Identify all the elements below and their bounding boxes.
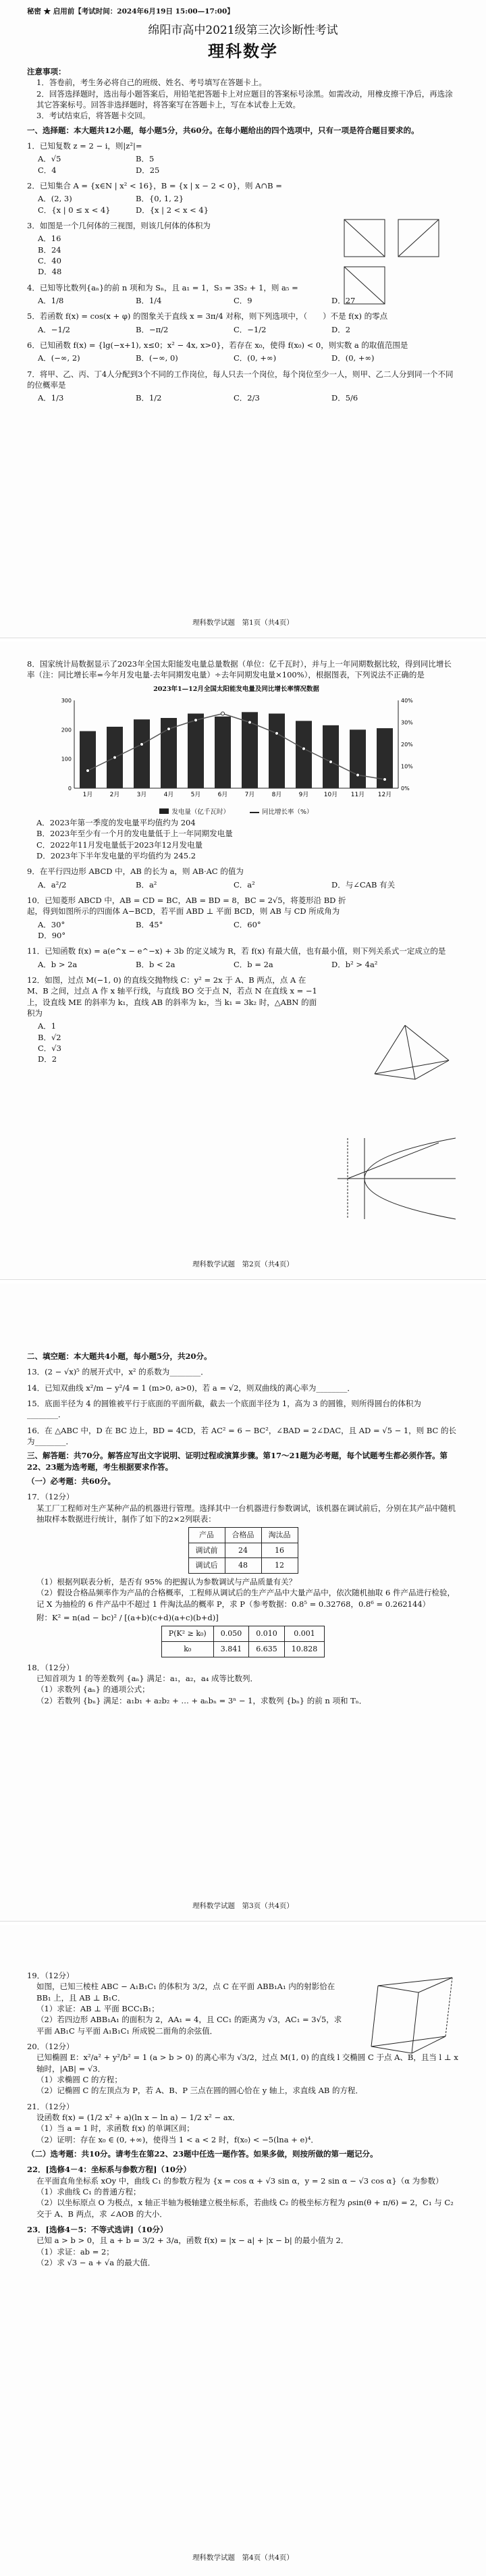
question-20-heading: 20．（12分） [27, 2041, 74, 2051]
q3-option-c: C．40 [38, 256, 61, 266]
question-17: 某工厂工程师对生产某种产品的机器进行管理。选择其中一台机器进行参数调试，该机器在调试前后，分别在其产品中随机抽取样本数据进行统计，制作了如下的2×2列联表： [36, 1503, 456, 1524]
t1-h2: 淘汰品 [261, 1528, 298, 1543]
question-21: 设函数 f(x) = (1/2 x² + a)(ln x − ln a) − 1/2 x² − ax． [36, 2112, 240, 2122]
q5-option-d: D．2 [331, 324, 351, 334]
t1-r1c2: 12 [261, 1558, 298, 1574]
q9-option-c: C．a² [234, 879, 255, 890]
growth-point-10 [329, 761, 333, 764]
question-20: 已知椭圆 E：x²/a² + y²/b² = 1 (a > b > 0) 的离心率为 √3/2，过点 M(1, 0) 的直线 l 交椭圆 C 于点 A、B，且当 l ⊥ x 轴时，|AB| = √3． [36, 2053, 458, 2073]
q9-option-a: A．a²/2 [38, 879, 67, 890]
q6-option-c: C．(0, +∞) [234, 353, 277, 363]
x-tick-label-2: 2月 [109, 792, 120, 799]
q10-option-b: B．45° [136, 919, 163, 929]
q17-part-2: （2）假设合格品频率作为产品的合格概率，工程师从调试后的生产产品中大量产品中，依次随机抽取 6 件产品进行检验，记 X 为抽检的 6 件产品中不超过 1 件淘汰品的概率 P，求 P（参考数据：0.8⁵ = 0.32768，0.8⁶ = 0.262144） [36, 1588, 455, 1609]
x-tick-label-9: 9月 [298, 792, 309, 799]
bar-6 [215, 717, 231, 788]
growth-point-1 [86, 769, 90, 773]
question-23-heading: 23．[选修4－5：不等式选讲]（10分） [27, 2224, 168, 2234]
question-5: 5．若函数 f(x) = cos(x + φ) 的图象关于直线 x = 3π/4 对称，则下列选项中，（ ）不是 f(x) 的零点 [27, 311, 388, 321]
q19-part-2: （2）若四边形 ABB₁A₁ 的面积为 2，AA₁ = 4，且 CC₁ 的距离为 √3，AC₁ = 3√5，求平面 AB₁C 与平面 A₁B₁C₁ 所成锐二面角的余弦值． [36, 2015, 342, 2036]
x-tick-label-3: 3月 [136, 792, 147, 799]
exam-subject-title: 理科数学 [208, 41, 278, 61]
q3-option-b: B．24 [38, 244, 61, 255]
q9-option-d: D．与∠CAB 有关 [331, 879, 396, 890]
prism-figure [358, 1972, 459, 2060]
t2-h2: 0.010 [249, 1626, 285, 1642]
notice-3: 3．考试结束后，将答题卡交回。 [36, 111, 151, 121]
q2-option-d: D．{x | 2 < x < 4} [136, 205, 209, 215]
q23-part-2: （2）求 √3 − a + √a 的最大值． [36, 2257, 156, 2267]
question-21-heading: 21．（12分） [27, 2101, 74, 2111]
y2-tick-0: 0% [401, 785, 410, 792]
bar-line-chart [47, 694, 425, 805]
q5-option-b: B．−π/2 [136, 324, 169, 334]
three-view-figure [338, 213, 452, 314]
q11-option-d: D．b² > 4a² [331, 959, 378, 969]
growth-point-6 [221, 712, 225, 715]
q4-option-d: D．27 [331, 296, 356, 306]
q7-option-a: A．1/3 [38, 393, 64, 403]
t2-r0: k₀ [161, 1642, 213, 1657]
bar-3 [134, 719, 150, 788]
growth-point-4 [167, 727, 171, 731]
y-tick-200: 200 [61, 727, 72, 733]
question-13: 13．(2 − √x)⁵ 的展开式中，x² 的系数为________． [27, 1367, 209, 1377]
q23-part-1: （1）求证：ab = 2； [36, 2246, 114, 2257]
question-22: 在平面直角坐标系 xOy 中，曲线 C₁ 的参数方程为 {x = cos α + √3 sin α，y = 2 sin α − √3 cos α}（α 为参数） [36, 2175, 443, 2186]
q7-option-d: D．5/6 [331, 393, 358, 403]
chart-title: 2023年1—12月全国太阳能发电量及同比增长率情况数据 [153, 685, 319, 693]
t2-r3: 10.828 [284, 1642, 325, 1657]
q12-option-c: C．√3 [38, 1043, 61, 1053]
q8-option-b: B．2023年至少有一个月的发电量低于上一年同期发电量 [36, 829, 233, 839]
q3-option-a: A．16 [38, 234, 61, 244]
question-23: 已知 a > b > 0，且 a + b = 3/2 + 3/a，函数 f(x) = |x − a| + |x − b| 的最小值为 2． [36, 2236, 349, 2246]
question-8: 8．国家统计局数据显示了2023年全国太阳能发电量总量数据（单位：亿千瓦时），并与上一年同期数据比较，得到同比增长率（注：同比增长率=今年月发电量-去年同期发电量）÷去年同期发电量×100%），根据图表，下列说法不正确的是 [27, 659, 452, 680]
q4-option-a: A．1/8 [38, 296, 64, 306]
question-19-heading: 19．（12分） [27, 1971, 74, 1980]
q9-option-b: B．a² [136, 879, 157, 890]
q1-option-d: D．25 [136, 165, 160, 175]
q3-option-d: D．48 [38, 267, 62, 277]
bar-1 [80, 731, 96, 789]
q8-option-c: C．2022年11月发电量低于2023年12月发电量 [36, 840, 203, 850]
q11-option-b: B．b < 2a [136, 959, 176, 969]
x-tick-label-4: 4月 [163, 792, 174, 799]
q6-option-d: D．(0, +∞) [331, 353, 375, 363]
growth-point-7 [248, 721, 252, 724]
y2-tick-10: 10% [401, 763, 413, 770]
question-6: 6．已知函数 f(x) = {lg(−x+1), x≤0；x² − 4x, x>0}，若存在 x₀，使得 f(x₀) < 0，则实数 a 的取值范围是 [27, 340, 408, 350]
q6-option-b: B．(−∞, 0) [136, 353, 178, 363]
question-19: 如图，已知三棱柱 ABC − A₁B₁C₁ 的体积为 3/2，点 C 在平面 ABB₁A₁ 内的射影恰在 BB₁ 上，且 AB ⊥ B₁C． [36, 1982, 335, 2003]
question-4: 4．已知等比数列{aₙ}的前 n 项和为 Sₙ，且 a₁ = 1，S₃ = 3S₂ + 1，则 a₅ = [27, 282, 298, 292]
y2-tick-30: 30% [401, 719, 413, 726]
page-1 [0, 0, 486, 638]
question-15: 15．底面半径为 4 的圆锥被平行于底面的平面所截，截去一个底面半径为 1，高为 3 的圆锥，则所得圆台的体积为________． [27, 1398, 421, 1420]
question-14: 14．已知双曲线 x²/m − y²/4 = 1 (m>0, a>0)，若 a = √2，则双曲线的离心率为________． [27, 1383, 355, 1393]
q22-part-1: （1）求曲线 C₁ 的普通方程； [36, 2186, 141, 2196]
section-1-title: 一、选择题：本大题共12小题，每小题5分，共60分。在每小题给出的四个选项中，只有一项是符合题目要求的。 [27, 125, 419, 135]
bar-8 [269, 714, 285, 789]
bar-11 [350, 729, 366, 788]
t1-r1c0: 调试后 [188, 1558, 225, 1574]
growth-point-3 [140, 743, 144, 746]
growth-line [88, 714, 385, 780]
t2-h0: P(K² ≥ k₀) [161, 1626, 213, 1642]
t1-h1: 合格品 [225, 1528, 261, 1543]
parabola-figure [338, 1135, 459, 1222]
q10-option-d: D．90° [38, 930, 66, 940]
critical-value-table [161, 1626, 325, 1657]
q7-option-b: B．1/2 [136, 393, 162, 403]
question-18-heading: 18．（12分） [27, 1662, 74, 1672]
chart-container [47, 685, 425, 817]
y2-tick-20: 20% [401, 742, 413, 748]
t1-h0: 产品 [188, 1528, 225, 1543]
q2-option-c: C．{x | 0 ≤ x < 4} [38, 205, 111, 215]
y2-tick-40: 40% [401, 698, 413, 704]
question-17-heading: 17．（12分） [27, 1492, 74, 1502]
q4-option-c: C．9 [234, 296, 252, 306]
x-tick-label-6: 6月 [217, 792, 228, 799]
t1-r0c2: 16 [261, 1543, 298, 1558]
question-2: 2．已知集合 A = {x∈N | x² < 16}，B = {x | x − 2 < 0}，则 A∩B = [27, 181, 282, 191]
t2-r2: 6.635 [249, 1642, 285, 1657]
legend-bars [159, 808, 230, 817]
page-2 [0, 642, 486, 1280]
q6-option-a: A．(−∞, 2) [38, 353, 80, 363]
q20-part-2: （2）记椭圆 C 的左顶点为 P，若 A、B、P 三点在圆的圆心恰在 y 轴上，求直线 AB 的方程． [36, 2086, 363, 2096]
q8-option-d: D．2023年下半年发电量的平均值约为 245.2 [36, 850, 196, 860]
notice-2: 2．回答选择题时，选出每小题答案后，用铅笔把答题卡上对应题目的答案标号涂黑。如需改动，用橡皮擦干净后，再选涂其它答案标号。回答非选择题时，将答案写在答题卡上，写在本试卷上无效。 [36, 88, 453, 110]
x-tick-label-11: 11月 [350, 792, 365, 799]
bar-5 [188, 714, 204, 789]
tetrahedron-figure [368, 1020, 456, 1084]
growth-point-11 [356, 773, 360, 777]
y-tick-0: 0 [68, 785, 72, 792]
t2-h3: 0.001 [284, 1626, 325, 1642]
q10-option-c: C．60° [234, 919, 261, 929]
growth-point-5 [194, 719, 198, 722]
y-tick-100: 100 [61, 756, 72, 763]
legend-bars-label: 发电量（亿千瓦时） [171, 808, 230, 817]
growth-point-8 [275, 731, 279, 735]
question-18: 已知首项为 1 的等差数列 {aₙ} 满足：a₁，a₂，a₄ 成等比数列． [36, 1673, 258, 1683]
q18-part-2: （2）若数列 {bₙ} 满足：a₁b₁ + a₂b₂ + … + aₙbₙ = 3ⁿ − 1，求数列 {bₙ} 的前 n 项和 Tₙ． [36, 1695, 367, 1705]
question-16: 16．在 △ABC 中，D 在 BC 边上，BD = 4CD，若 AC² = 6 − BC²，∠BAD = 2∠DAC，且 AD = √5 − 1，则 BC 的长为________． [27, 1425, 456, 1446]
y-tick-300: 300 [61, 698, 72, 704]
question-22-heading: 22．[选修4－4：坐标系与参数方程]（10分） [27, 2165, 191, 2175]
q20-part-1: （1）求椭圆 C 的方程； [36, 2074, 122, 2084]
q10-option-a: A．30° [38, 919, 65, 929]
page-4-footer: 理科数学试题 第4页（共4页） [192, 2554, 294, 2562]
t1-r1c1: 48 [225, 1558, 261, 1574]
q8-option-a: A．2023年第一季度的发电量平均值约为 204 [36, 817, 196, 827]
q4-option-b: B．1/4 [136, 296, 162, 306]
page-4 [0, 1925, 486, 2576]
x-tick-label-5: 5月 [190, 792, 201, 799]
question-3: 3．如图是一个几何体的三视图，则该几何体的体积为 [27, 221, 211, 231]
question-9: 9．在平行四边形 ABCD 中，AB 的长为 a，则 AB·AC 的值为 [27, 867, 244, 877]
growth-point-9 [302, 747, 306, 750]
growth-point-2 [113, 756, 117, 759]
contingency-table [188, 1527, 298, 1574]
page-1-footer: 理科数学试题 第1页（共4页） [192, 619, 294, 627]
q2-option-b: B．{0, 1, 2} [136, 194, 184, 204]
q17-part-1: （1）根据列联表分析，是否有 95% 的把握认为参数调试与产品质量有关？ [36, 1577, 297, 1587]
q1-option-a: A．√5 [38, 154, 61, 164]
legend-line [250, 808, 313, 817]
section-3-title: 三、解答题：共70分。解答应写出文字说明、证明过程或演算步骤。第17～21题为必考题，每个试题考生都必须作答。第22、23题为选考题，考生根据要求作答。 [27, 1451, 448, 1472]
t2-h1: 0.050 [213, 1626, 249, 1642]
q11-option-c: C．b = 2a [234, 959, 273, 969]
q19-part-1: （1）求证：AB ⊥ 平面 BCC₁B₁； [36, 2003, 159, 2013]
notice-title: 注意事项： [27, 67, 66, 77]
bar-10 [323, 725, 339, 788]
x-tick-label-7: 7月 [244, 792, 255, 799]
q18-part-1: （1）求数列 {aₙ} 的通项公式； [36, 1684, 150, 1695]
page-3-footer: 理科数学试题 第3页（共4页） [192, 1902, 294, 1910]
x-tick-label-10: 10月 [323, 792, 338, 799]
q7-option-c: C．2/3 [234, 393, 260, 403]
q5-option-a: A．−1/2 [38, 324, 70, 334]
k-squared-formula: 附：K² = n(ad − bc)² / [(a+b)(c+d)(a+c)(b+d)] [36, 1613, 219, 1623]
t1-r0c1: 24 [225, 1543, 261, 1558]
question-10: 10．已知菱形 ABCD 中，AB = CD = BC，AB = BD = 8，BC = 2√5，将菱形沿 BD 折起，得到如图所示的四面体 A−BCD，若平面 ABD ⊥ 平面 BCD，则 AB 与 CD 所成角为 [27, 895, 346, 917]
question-11: 11．已知函数 f(x) = a(e^x − e^−x) + 3b 的定义域为 R，若 f(x) 有最大值，也有最小值，则下列关系式一定成立的是 [27, 946, 446, 956]
question-12: 12．如图，过点 M(−1, 0) 的直线交抛物线 C：y² = 2x 于 A、B 两点，点 A 在 M、B 之间，过点 A 作 x 轴平行线，与直线 BO 交于点 N，若点 N 在直线 x = −1 上，设直线 ME 的斜率为 k₁，直线 AB 的斜率为 k₂，当 k₁ = 3k₂ 时，△ABN 的面积为 [27, 975, 317, 1018]
q22-part-2: （2）以坐标原点 O 为极点，x 轴正半轴为极轴建立极坐标系，若曲线 C₂ 的极坐标方程为 ρsin(θ + π/6) = 2，C₁ 与 C₂ 交于 A、B 两点，求 ∠AOB 的大小． [36, 2198, 454, 2219]
q21-part-1: （1）当 a = 1 时，求函数 f(x) 的单调区间； [36, 2123, 194, 2134]
q12-option-d: D．2 [38, 1054, 57, 1064]
question-7: 7．将甲、乙、丙、丁4人分配到3个不同的工作岗位，每人只去一个岗位，每个岗位至少一人，则甲、乙二人分到同一个不同的位概率是 [27, 369, 454, 390]
optional-title: （二）选考题：共10分。请考生在第22、23题中任选一题作答。如果多做，则按所做的第一题记分。 [27, 2148, 378, 2159]
q1-option-b: B．5 [136, 154, 155, 164]
growth-point-12 [383, 778, 387, 781]
q21-part-2: （2）证明：存在 x₀ ∈ (0, +∞)，使得当 1 < a < 2 时，f(x₀) < −5(lna + e)⁴． [36, 2134, 319, 2144]
x-tick-label-8: 8月 [271, 792, 282, 799]
q12-option-a: A．1 [38, 1021, 57, 1031]
question-1: 1．已知复数 z = 2 − i，则|z²|= [27, 141, 142, 151]
legend-line-label: 同比增长率（%） [261, 808, 313, 817]
q1-option-c: C．4 [38, 165, 57, 175]
bar-9 [296, 721, 312, 788]
page-3 [0, 1283, 486, 1922]
exam-header: 秘密 ★ 启用前【考试时间：2024年6月19日 15:00—17:00】 [27, 7, 234, 16]
required-title: （一）必考题：共60分。 [27, 1476, 116, 1486]
q11-option-a: A．b > 2a [38, 959, 78, 969]
t1-r0c0: 调试前 [188, 1543, 225, 1558]
t2-r1: 3.841 [213, 1642, 249, 1657]
q12-option-b: B．√2 [38, 1032, 61, 1042]
page-2-footer: 理科数学试题 第2页（共4页） [192, 1260, 294, 1268]
x-tick-label-1: 1月 [82, 792, 93, 799]
q2-option-a: A．(2, 3) [38, 194, 72, 204]
exam-school-title: 绵阳市高中2021级第三次诊断性考试 [148, 23, 338, 37]
notice-1: 1．答卷前，考生务必将自己的班级、姓名、考号填写在答题卡上。 [36, 78, 267, 88]
section-2-title: 二、填空题：本大题共4小题，每小题5分，共20分。 [27, 1351, 212, 1361]
q5-option-c: C．−1/2 [234, 324, 267, 334]
x-tick-label-12: 12月 [377, 792, 392, 799]
